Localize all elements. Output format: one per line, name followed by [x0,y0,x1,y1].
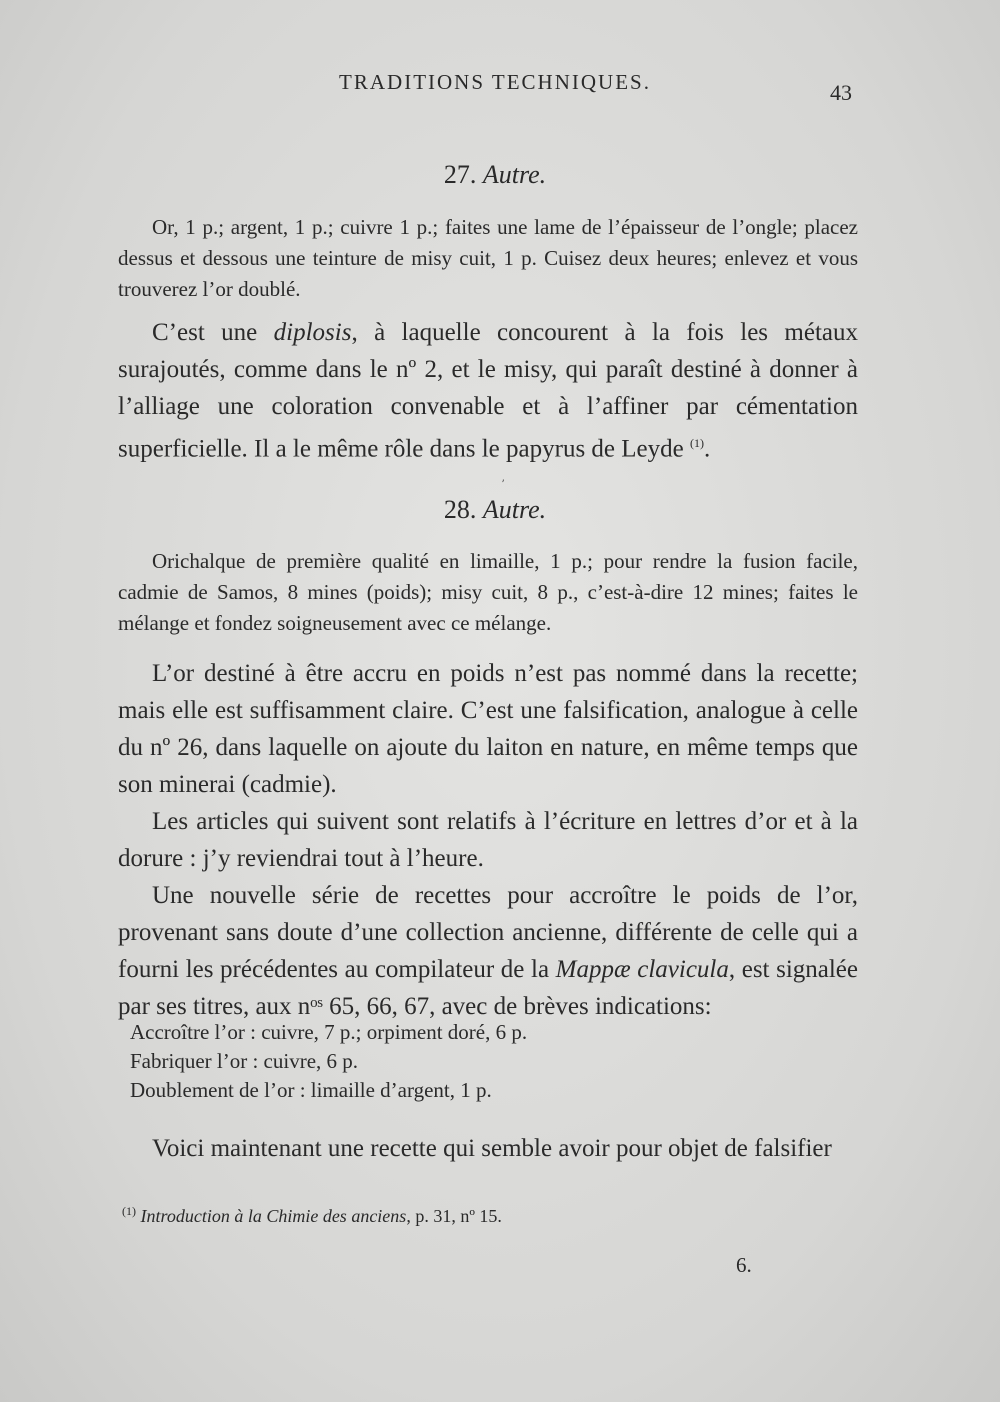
commentary-text: , à laquelle concourent à la fois les métaux surajoutés, comme dans le nº 2, et le misy, qui paraît destiné à donner à l’alliage une coloration convenable et à l’affiner par cémentation superficielle. Il a le même rôle dans le papyrus de Leyde [118,319,858,463]
section-28-title: Autre. [482,495,547,524]
running-head [0,70,1000,106]
list-item: Accroître l’or : cuivre, 7 p.; orpiment doré, 6 p. [130,1020,528,1044]
commentary-paragraph [118,877,858,1025]
commentary-paragraph [118,314,858,467]
section-27-title: Autre. [482,160,547,189]
commentary-text: Une nouvelle série de recettes pour accroître le poids de l’or, provenant sans doute d’une collection ancienne, différente de celle qui a fourni les précédentes au compilateur de la [118,882,858,983]
indications-list [130,1018,870,1105]
section-27-recipe [118,212,858,305]
commentary-paragraph: Les articles qui suivent sont relatifs à l’écriture en lettres d’or et à la dorure : j’y reviendrai tout à l’heure. [118,808,858,872]
recipe-text: Or, 1 p.; argent, 1 p.; cuivre 1 p.; faites une lame de l’épaisseur de l’ongle; placez dessus et dessous une teinture de misy cuit, 1 p. Cuisez deux heures; enlevez et vous trouverez l’or doublé. [118,215,858,301]
section-28-recipe [118,546,858,639]
running-title: TRADITIONS TECHNIQUES. [339,70,651,94]
commentary-text: , est signalée par ses titres, aux nᵒˢ 65, 66, 67, avec de brèves indications: [118,956,858,1020]
section-28-commentary [118,655,858,1025]
section-27-number: 27. [443,160,477,189]
list-item: Fabriquer l’or : cuivre, 6 p. [130,1049,359,1073]
commentary-text: C’est une [152,319,274,346]
footnote [122,1204,862,1227]
commentary-paragraph: L’or destiné à être accru en poids n’est pas nommé dans la recette; mais elle est suffisamment claire. C’est une falsification, analogue à celle du nº 26, dans laquelle on ajoute du laiton en nature, en même temps que son minerai (cadmie). [118,660,858,798]
footnote-marker: (1) [122,1204,136,1218]
footnote-title: Introduction à la Chimie des anciens [140,1206,407,1226]
closing-paragraph [118,1130,858,1167]
section-28-number: 28. [443,495,477,524]
commentary-paragraph: Voici maintenant une recette qui semble avoir pour objet de falsifier [152,1135,832,1162]
footnote-text: , p. 31, nº 15. [406,1206,502,1226]
recipe-text: Orichalque de première qualité en limaille, 1 p.; pour rendre la fusion facile, cadmie de Samos, 8 mines (poids); misy cuit, 8 p., c’est-à-dire 12 mines; faites le mélange et fondez soigneusement avec ce mélange. [118,549,858,635]
page-number: 43 [830,80,852,105]
commentary-italic: Mappæ clavicula [555,956,729,983]
section-27-heading [0,160,990,190]
section-28-heading [0,495,990,525]
commentary-text: . [704,435,711,463]
commentary-italic: diplosis [273,319,352,346]
stray-mark: ʼ [501,478,505,491]
list-item: Doublement de l’or : limaille d’argent, 1 p. [130,1078,492,1102]
section-27-commentary [118,314,858,467]
footnote-reference: (1) [690,436,704,450]
signature-mark: 6. [736,1253,752,1277]
